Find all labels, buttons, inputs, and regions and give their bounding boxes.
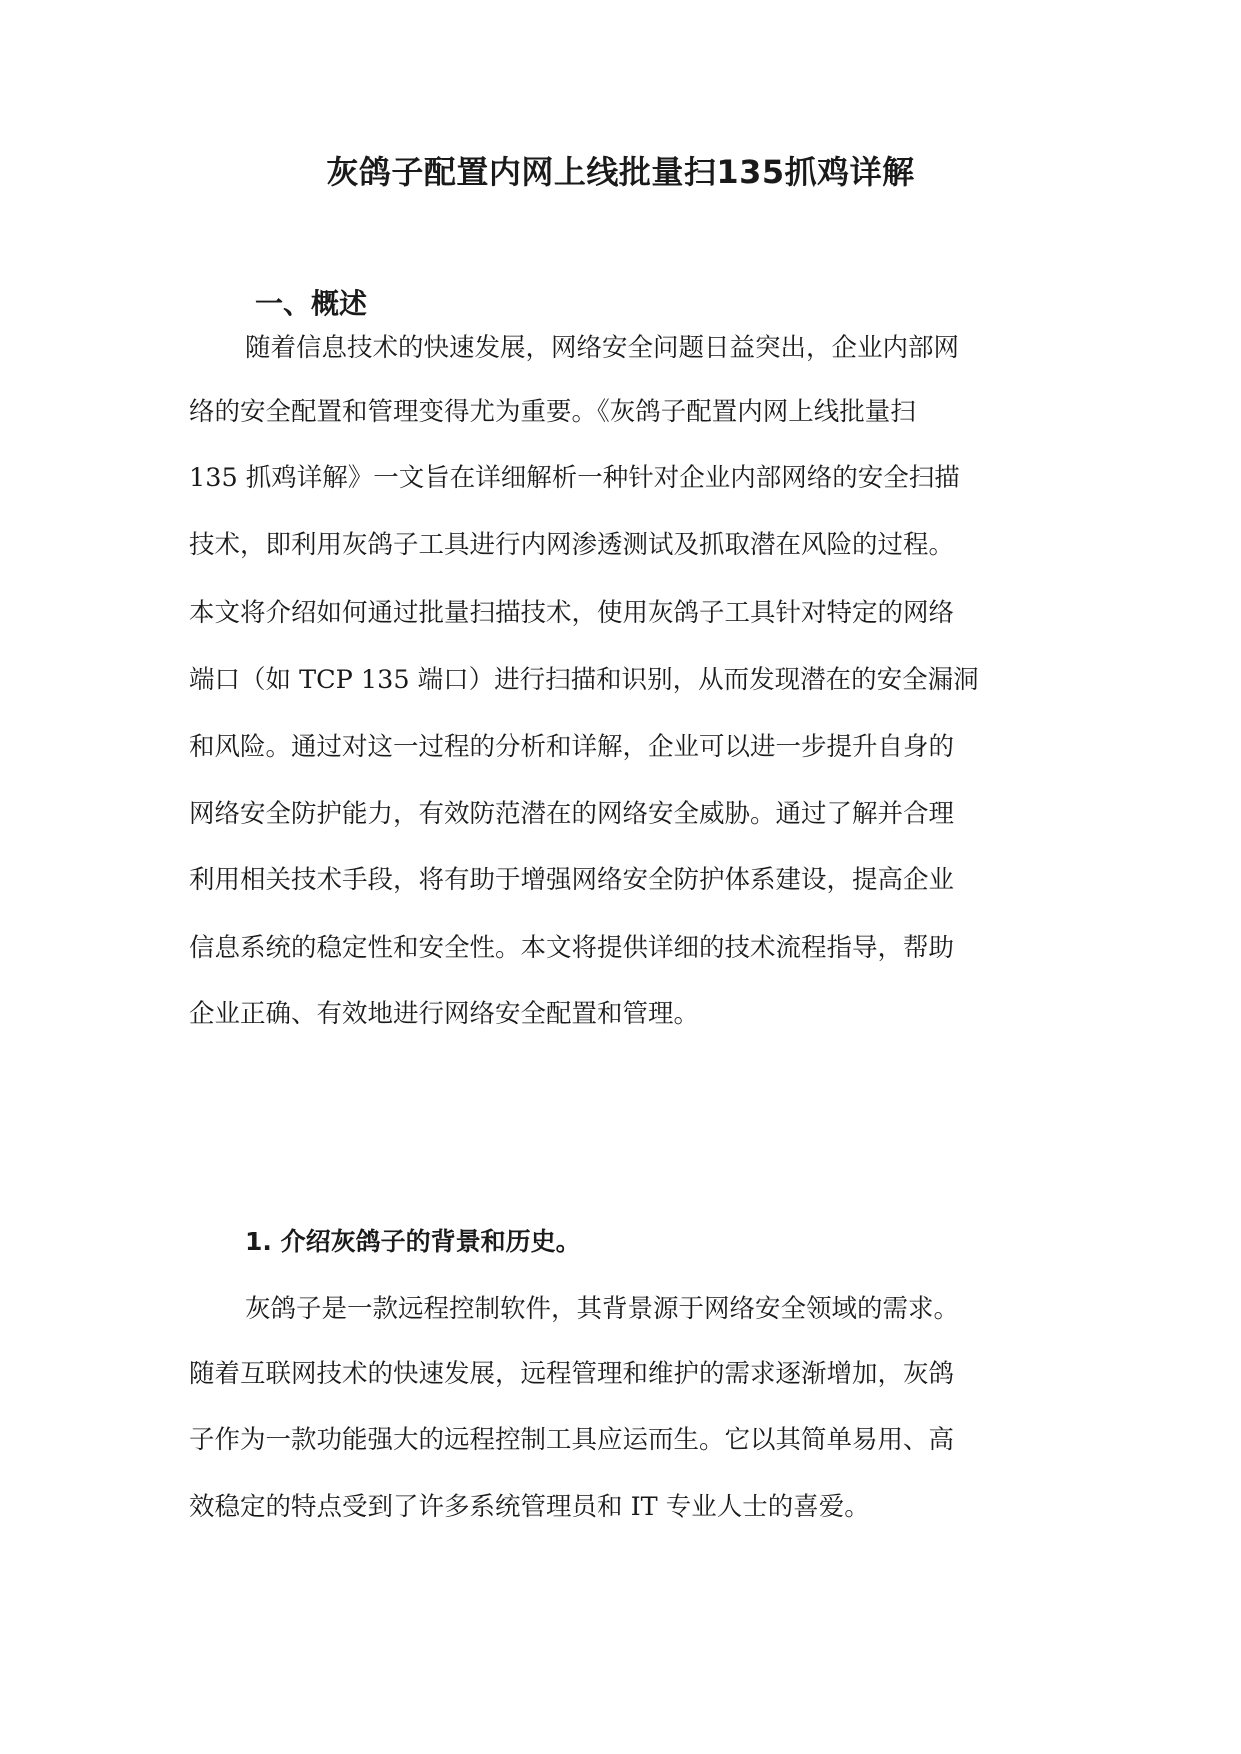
section-heading-background: 1. 介绍灰鸽子的背景和历史。 xyxy=(245,1227,581,1256)
paragraph-line: 络的安全配置和管理变得尤为重要。《灰鸽子配置内网上线批量扫 xyxy=(189,397,916,427)
paragraph-line: 随着互联网技术的快速发展，远程管理和维护的需求逐渐增加，灰鸽 xyxy=(189,1359,955,1389)
paragraph-line: 效稳定的特点受到了许多系统管理员和 IT 专业人士的喜爱。 xyxy=(189,1492,870,1522)
paragraph-line: 网络安全防护能力，有效防范潜在的网络安全威胁。通过了解并合理 xyxy=(189,799,955,829)
paragraph-line: 子作为一款功能强大的远程控制工具应运而生。它以其简单易用、高 xyxy=(189,1425,955,1455)
paragraph-line: 本文将介绍如何通过批量扫描技术，使用灰鸽子工具针对特定的网络 xyxy=(189,598,955,628)
paragraph-line: 利用相关技术手段，将有助于增强网络安全防护体系建设，提高企业 xyxy=(189,865,955,895)
paragraph-line: 技术，即利用灰鸽子工具进行内网渗透测试及抓取潜在风险的过程。 xyxy=(189,530,955,560)
paragraph-line: 灰鸽子是一款远程控制软件，其背景源于网络安全领域的需求。 xyxy=(245,1294,960,1324)
paragraph-line: 端口（如 TCP 135 端口）进行扫描和识别，从而发现潜在的安全漏洞 xyxy=(189,665,979,695)
paragraph-line: 135 抓鸡详解》一文旨在详细解析一种针对企业内部网络的安全扫描 xyxy=(189,463,960,493)
section-heading-overview: 一、概述 xyxy=(255,287,368,320)
document-title: 灰鸽子配置内网上线批量扫135抓鸡详解 xyxy=(326,153,915,191)
paragraph-line: 信息系统的稳定性和安全性。本文将提供详细的技术流程指导，帮助 xyxy=(189,933,955,963)
paragraph-line: 和风险。通过对这一过程的分析和详解，企业可以进一步提升自身的 xyxy=(189,732,955,762)
paragraph-line: 随着信息技术的快速发展，网络安全问题日益突出，企业内部网 xyxy=(245,333,960,363)
paragraph-line: 企业正确、有效地进行网络安全配置和管理。 xyxy=(189,999,700,1029)
